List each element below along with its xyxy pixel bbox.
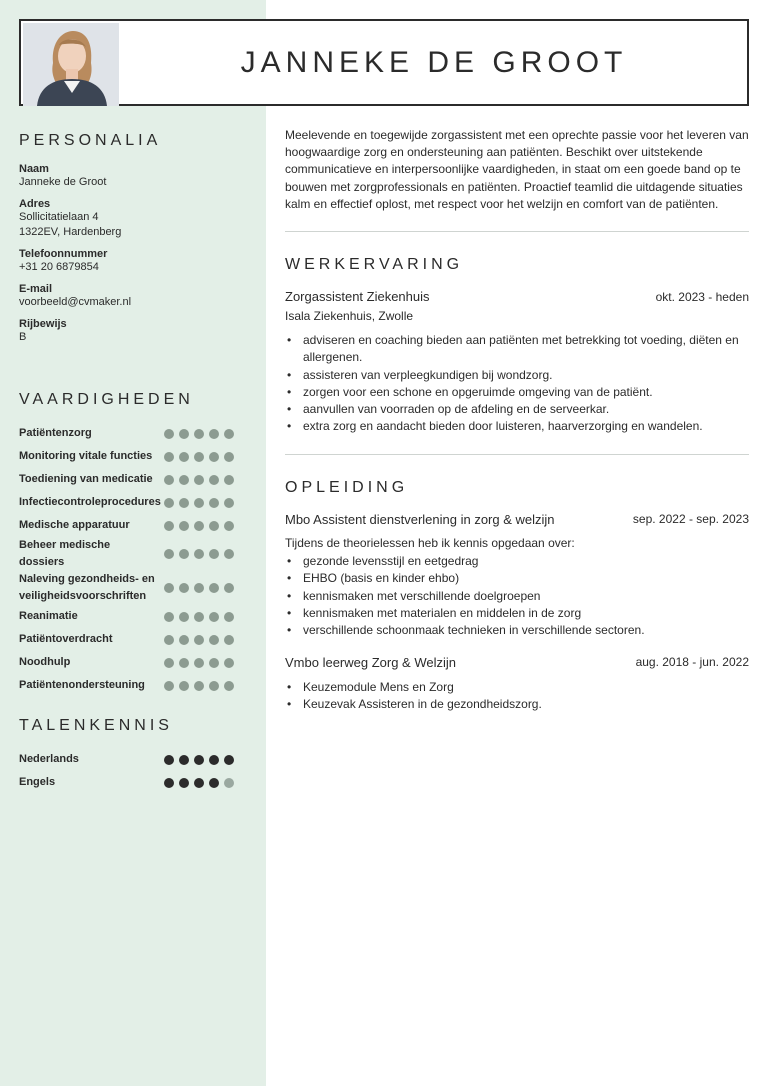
list-item: • Keuzevak Assisteren in de gezondheidszorg. xyxy=(285,696,749,713)
rating-dot-filled xyxy=(194,452,204,462)
rating-dot-filled xyxy=(224,681,234,691)
rating-dot-filled xyxy=(209,583,219,593)
rating-dot-filled xyxy=(164,521,174,531)
rating-dot-filled xyxy=(209,521,219,531)
rating-dots xyxy=(164,755,234,765)
rating-dot-filled xyxy=(164,612,174,622)
field-value: voorbeeld@cvmaker.nl xyxy=(19,296,132,308)
rating-dots xyxy=(164,429,234,439)
job-bullets xyxy=(285,332,749,436)
skill-name: Patiëntenondersteuning xyxy=(19,679,145,691)
list-item: • verschillende schoonmaak technieken in verschillende sectoren. xyxy=(285,622,749,639)
rating-dot-filled xyxy=(179,778,189,788)
rating-dot-filled xyxy=(179,429,189,439)
list-item: • EHBO (basis en kinder ehbo) xyxy=(285,570,749,587)
languages-title: TALENKENNIS xyxy=(19,717,173,734)
rating-dot-filled xyxy=(164,429,174,439)
rating-dot-filled xyxy=(179,658,189,668)
language-name: Nederlands xyxy=(19,753,79,765)
rating-dots xyxy=(164,612,234,622)
rating-dot-filled xyxy=(194,429,204,439)
education-date-1: sep. 2022 - sep. 2023 xyxy=(632,512,749,526)
field-email xyxy=(19,283,249,310)
education-bullets-1 xyxy=(285,553,749,639)
education-title-2: Vmbo leerweg Zorg & Welzijn xyxy=(285,655,456,670)
rating-dot-filled xyxy=(194,498,204,508)
rating-dot-filled xyxy=(164,778,174,788)
list-item: • aanvullen van voorraden op de afdeling en de serveerkar. xyxy=(285,401,749,418)
skill-row xyxy=(19,422,234,445)
field-label: Adres xyxy=(19,198,51,210)
personalia-title: PERSONALIA xyxy=(19,132,162,149)
candidate-name: JANNEKE DE GROOT xyxy=(240,45,628,79)
rating-dot-filled xyxy=(209,658,219,668)
field-value: 1322EV, Hardenberg xyxy=(19,226,122,238)
rating-dot-filled xyxy=(209,755,219,765)
rating-dot-filled xyxy=(194,635,204,645)
profile-photo xyxy=(23,23,119,106)
rating-dot-filled xyxy=(224,452,234,462)
language-row xyxy=(19,771,234,794)
education-title-1: Mbo Assistent dienstverlening in zorg & welzijn xyxy=(285,512,555,527)
field-value: Janneke de Groot xyxy=(19,176,107,188)
field-address xyxy=(19,198,249,240)
field-phone xyxy=(19,248,249,275)
skills-list xyxy=(19,422,234,697)
rating-dot-filled xyxy=(224,583,234,593)
rating-dots xyxy=(164,681,234,691)
field-label: Rijbewijs xyxy=(19,318,67,330)
job-title: Zorgassistent Ziekenhuis xyxy=(285,289,430,304)
rating-dot-filled xyxy=(194,681,204,691)
rating-dot-filled xyxy=(224,755,234,765)
skill-name: Beheer medische dossiers xyxy=(19,539,111,568)
rating-dot-filled xyxy=(179,681,189,691)
skill-name: Monitoring vitale functies xyxy=(19,450,153,462)
list-item: • Keuzemodule Mens en Zorg xyxy=(285,679,749,696)
rating-dot-filled xyxy=(209,498,219,508)
rating-dots xyxy=(164,521,234,531)
languages-list xyxy=(19,748,234,794)
rating-dot-filled xyxy=(179,452,189,462)
rating-dot-filled xyxy=(164,635,174,645)
list-item: • adviseren en coaching bieden aan patiënten met betrekking tot voeding, diëten en allergenen. xyxy=(285,332,749,367)
field-label: Naam xyxy=(19,163,49,175)
rating-dots xyxy=(164,583,234,593)
skill-row xyxy=(19,468,234,491)
header xyxy=(19,19,749,106)
rating-dot-filled xyxy=(179,612,189,622)
field-value: Sollicitatielaan 4 xyxy=(19,211,99,223)
rating-dot-filled xyxy=(209,475,219,485)
skill-row xyxy=(19,491,234,514)
language-row xyxy=(19,748,234,771)
education-date-2: aug. 2018 - jun. 2022 xyxy=(635,655,749,669)
rating-dot-filled xyxy=(194,658,204,668)
skill-name: Medische apparatuur xyxy=(19,519,130,531)
education-intro: Tijdens de theorielessen heb ik kennis opgedaan over: xyxy=(285,536,575,550)
rating-dot-filled xyxy=(179,498,189,508)
skill-name: Patiëntenzorg xyxy=(19,427,92,439)
divider xyxy=(285,454,749,455)
rating-dot-filled xyxy=(194,755,204,765)
rating-dots xyxy=(164,778,234,788)
rating-dot-filled xyxy=(194,475,204,485)
rating-dot-empty xyxy=(224,778,234,788)
job-date: okt. 2023 - heden xyxy=(655,290,749,304)
rating-dot-filled xyxy=(194,583,204,593)
field-value: +31 20 6879854 xyxy=(19,261,99,273)
rating-dot-filled xyxy=(164,755,174,765)
profile-summary: Meelevende en toegewijde zorgassistent met een oprechte passie voor het leveren van hoogwaardige zorg en ondersteuning aan patiënten. Beschikt over uitstekende communicatieve en interpersoonlijke vaardigheden, in staat om een goede band op te bouwen met zorgprofessionals en patiënten. Proactief teamlid die uitdagende situaties kalm en effectief oplost, met respect voor het welzijn en comfort van de patiënten. xyxy=(285,128,749,211)
education-title: OPLEIDING xyxy=(285,479,409,496)
skill-name: Patiëntoverdracht xyxy=(19,633,113,645)
rating-dot-filled xyxy=(179,755,189,765)
rating-dot-filled xyxy=(179,635,189,645)
skill-name: Reanimatie xyxy=(19,610,78,622)
language-name: Engels xyxy=(19,776,56,788)
rating-dot-filled xyxy=(194,521,204,531)
rating-dots xyxy=(164,635,234,645)
skill-row xyxy=(19,628,234,651)
list-item: • kennismaken met materialen en middelen in de zorg xyxy=(285,605,749,622)
rating-dot-filled xyxy=(209,549,219,559)
field-label: E-mail xyxy=(19,283,53,295)
skills-title: VAARDIGHEDEN xyxy=(19,391,194,408)
rating-dot-filled xyxy=(209,452,219,462)
rating-dot-filled xyxy=(164,452,174,462)
rating-dot-filled xyxy=(224,521,234,531)
rating-dot-filled xyxy=(224,498,234,508)
education-bullets-2 xyxy=(285,679,749,714)
skill-name: Toediening van medicatie xyxy=(19,473,153,485)
rating-dots xyxy=(164,658,234,668)
skill-row xyxy=(19,514,234,537)
rating-dot-filled xyxy=(209,635,219,645)
list-item: • assisteren van verpleegkundigen bij wondzorg. xyxy=(285,367,749,384)
rating-dot-filled xyxy=(194,612,204,622)
skill-name: Noodhulp xyxy=(19,656,71,668)
skill-row xyxy=(19,571,234,605)
skill-row xyxy=(19,445,234,468)
list-item: • extra zorg en aandacht bieden door luisteren, haarverzorging en wandelen. xyxy=(285,418,749,435)
rating-dots xyxy=(164,475,234,485)
skill-row xyxy=(19,674,234,697)
skill-row xyxy=(19,605,234,628)
rating-dot-filled xyxy=(224,549,234,559)
rating-dot-filled xyxy=(179,549,189,559)
rating-dot-filled xyxy=(164,549,174,559)
rating-dot-filled xyxy=(164,475,174,485)
skill-row xyxy=(19,651,234,674)
skill-name: Naleving gezondheids- en veiligheidsvoorschriften xyxy=(19,573,155,602)
rating-dot-filled xyxy=(179,521,189,531)
rating-dot-filled xyxy=(224,635,234,645)
rating-dot-filled xyxy=(164,498,174,508)
rating-dot-filled xyxy=(224,612,234,622)
skill-name: Infectiecontroleprocedures xyxy=(19,496,161,508)
rating-dot-filled xyxy=(209,778,219,788)
rating-dot-filled xyxy=(209,612,219,622)
rating-dots xyxy=(164,452,234,462)
divider xyxy=(285,231,749,232)
rating-dot-filled xyxy=(194,549,204,559)
personalia-section xyxy=(19,163,249,353)
rating-dot-filled xyxy=(179,475,189,485)
rating-dot-filled xyxy=(224,658,234,668)
rating-dot-filled xyxy=(209,429,219,439)
skill-row xyxy=(19,537,234,571)
field-label: Telefoonnummer xyxy=(19,248,108,260)
experience-title: WERKERVARING xyxy=(285,256,464,273)
rating-dot-filled xyxy=(164,583,174,593)
rating-dot-filled xyxy=(194,778,204,788)
rating-dots xyxy=(164,498,234,508)
rating-dot-filled xyxy=(179,583,189,593)
list-item: • kennismaken met verschillende doelgroepen xyxy=(285,588,749,605)
rating-dots xyxy=(164,549,234,559)
rating-dot-filled xyxy=(224,429,234,439)
field-name xyxy=(19,163,249,190)
job-employer: Isala Ziekenhuis, Zwolle xyxy=(285,309,414,323)
rating-dot-filled xyxy=(164,681,174,691)
rating-dot-filled xyxy=(164,658,174,668)
list-item: • gezonde levensstijl en eetgedrag xyxy=(285,553,749,570)
rating-dot-filled xyxy=(224,475,234,485)
rating-dot-filled xyxy=(209,681,219,691)
list-item: • zorgen voor een schone en opgeruimde omgeving van de patiënt. xyxy=(285,384,749,401)
field-license xyxy=(19,318,249,345)
field-value: B xyxy=(19,331,27,343)
